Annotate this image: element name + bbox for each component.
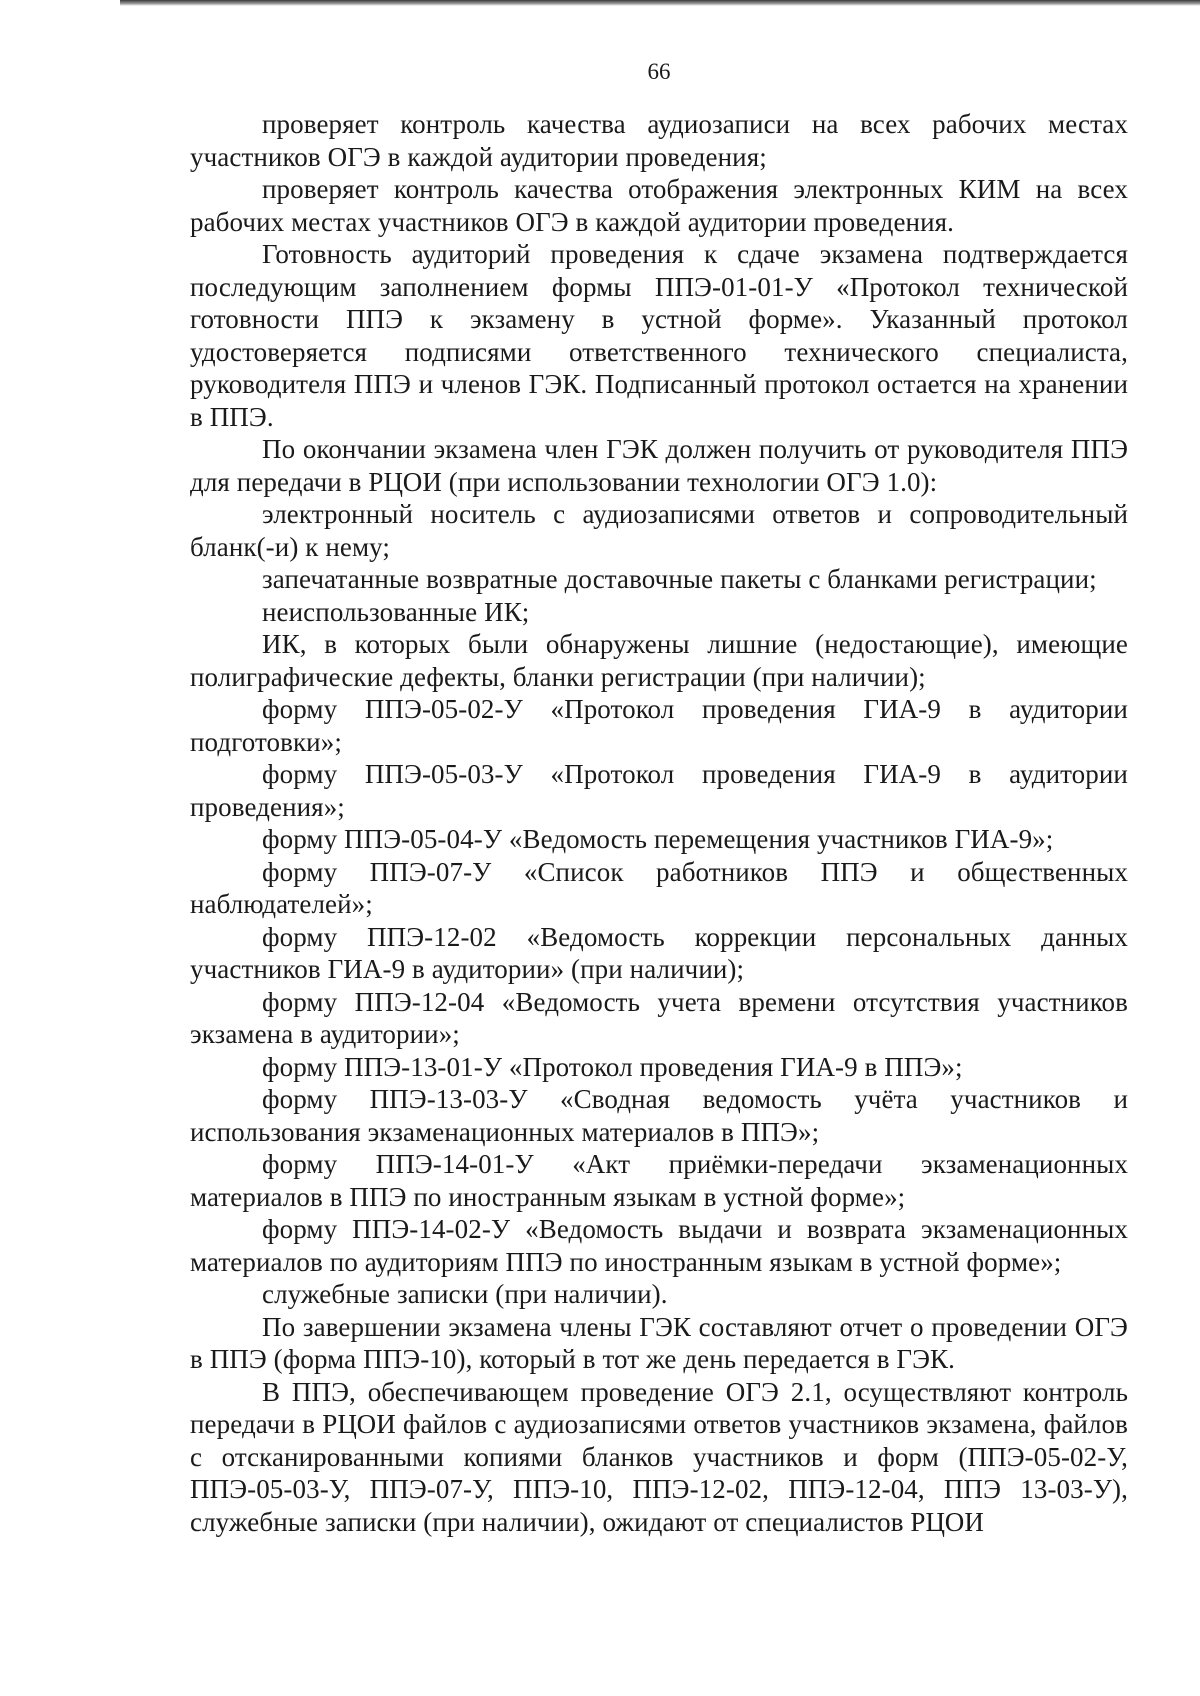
paragraph: форму ППЭ-07-У «Список работников ППЭ и общественных наблюдателей»; xyxy=(190,856,1128,919)
page-number: 66 xyxy=(647,59,671,84)
paragraph: форму ППЭ-14-02-У «Ведомость выдачи и возврата экзаменационных материалов по аудиториям ППЭ по иностранным языкам в устной форме»; xyxy=(190,1214,1128,1277)
paragraph: По окончании экзамена член ГЭК должен получить от руководителя ППЭ для передачи в РЦОИ (при использовании технологии ОГЭ 1.0): xyxy=(190,434,1128,497)
paragraph: Готовность аудиторий проведения к сдаче экзамена подтверждается последующим заполнением формы ППЭ-01-01-У «Протокол технической готовности ППЭ к экзамену в устной форме». Указанный протокол удостоверяется подписями ответственного технического специалиста, руководителя ППЭ и членов ГЭК. Подписанный протокол остается на хранении в ППЭ. xyxy=(190,239,1128,432)
paragraph: форму ППЭ-12-02 «Ведомость коррекции персональных данных участников ГИА-9 в аудитории» (при наличии); xyxy=(190,921,1128,984)
paragraph: ИК, в которых были обнаружены лишние (недостающие), имеющие полиграфические дефекты, бланки регистрации (при наличии); xyxy=(190,629,1128,692)
paragraph: форму ППЭ-05-04-У «Ведомость перемещения участников ГИА-9»; xyxy=(262,824,1054,854)
paragraph: По завершении экзамена члены ГЭК составляют отчет о проведении ОГЭ в ППЭ (форма ППЭ-10), который в тот же день передается в ГЭК. xyxy=(190,1311,1128,1374)
paragraph: проверяет контроль качества отображения электронных КИМ на всех рабочих местах участников ОГЭ в каждой аудитории проведения. xyxy=(190,174,1128,237)
paragraph: неиспользованные ИК; xyxy=(262,596,530,627)
paragraph: служебные записки (при наличии). xyxy=(262,1279,668,1309)
paragraph: запечатанные возвратные доставочные пакеты с бланками регистрации; xyxy=(262,564,1097,594)
scan-top-edge xyxy=(120,0,1200,6)
paragraph: электронный носитель с аудиозаписями ответов и сопроводительный бланк(-и) к нему; xyxy=(190,499,1128,562)
paragraph: форму ППЭ-05-02-У «Протокол проведения ГИА-9 в аудитории подготовки»; xyxy=(190,694,1128,757)
paragraph: В ППЭ, обеспечивающем проведение ОГЭ 2.1, осуществляют контроль передачи в РЦОИ файлов с аудиозаписями ответов участников экзамена, файлов с отсканированными копиями бланков участников и форм (ППЭ-05-02-У, ППЭ-05-03-У, ППЭ-07-У, ППЭ-10, ППЭ-12-02, ППЭ-12-04, ППЭ 13-03-У), служебные записки (при наличии), ожидают от специалистов РЦОИ xyxy=(190,1376,1128,1537)
document-page xyxy=(190,56,1128,1538)
paragraph: форму ППЭ-05-03-У «Протокол проведения ГИА-9 в аудитории проведения»; xyxy=(190,759,1128,822)
paragraph: форму ППЭ-13-01-У «Протокол проведения ГИА-9 в ППЭ»; xyxy=(262,1051,963,1082)
paragraph: форму ППЭ-14-01-У «Акт приёмки-передачи экзаменационных материалов в ППЭ по иностранным языкам в устной форме»; xyxy=(190,1149,1128,1212)
paragraph: проверяет контроль качества аудиозаписи на всех рабочих местах участников ОГЭ в каждой аудитории проведения; xyxy=(190,109,1128,172)
paragraph: форму ППЭ-12-04 «Ведомость учета времени отсутствия участников экзамена в аудитории»; xyxy=(190,986,1128,1049)
paragraph: форму ППЭ-13-03-У «Сводная ведомость учёта участников и использования экзаменационных материалов в ППЭ»; xyxy=(190,1084,1128,1147)
